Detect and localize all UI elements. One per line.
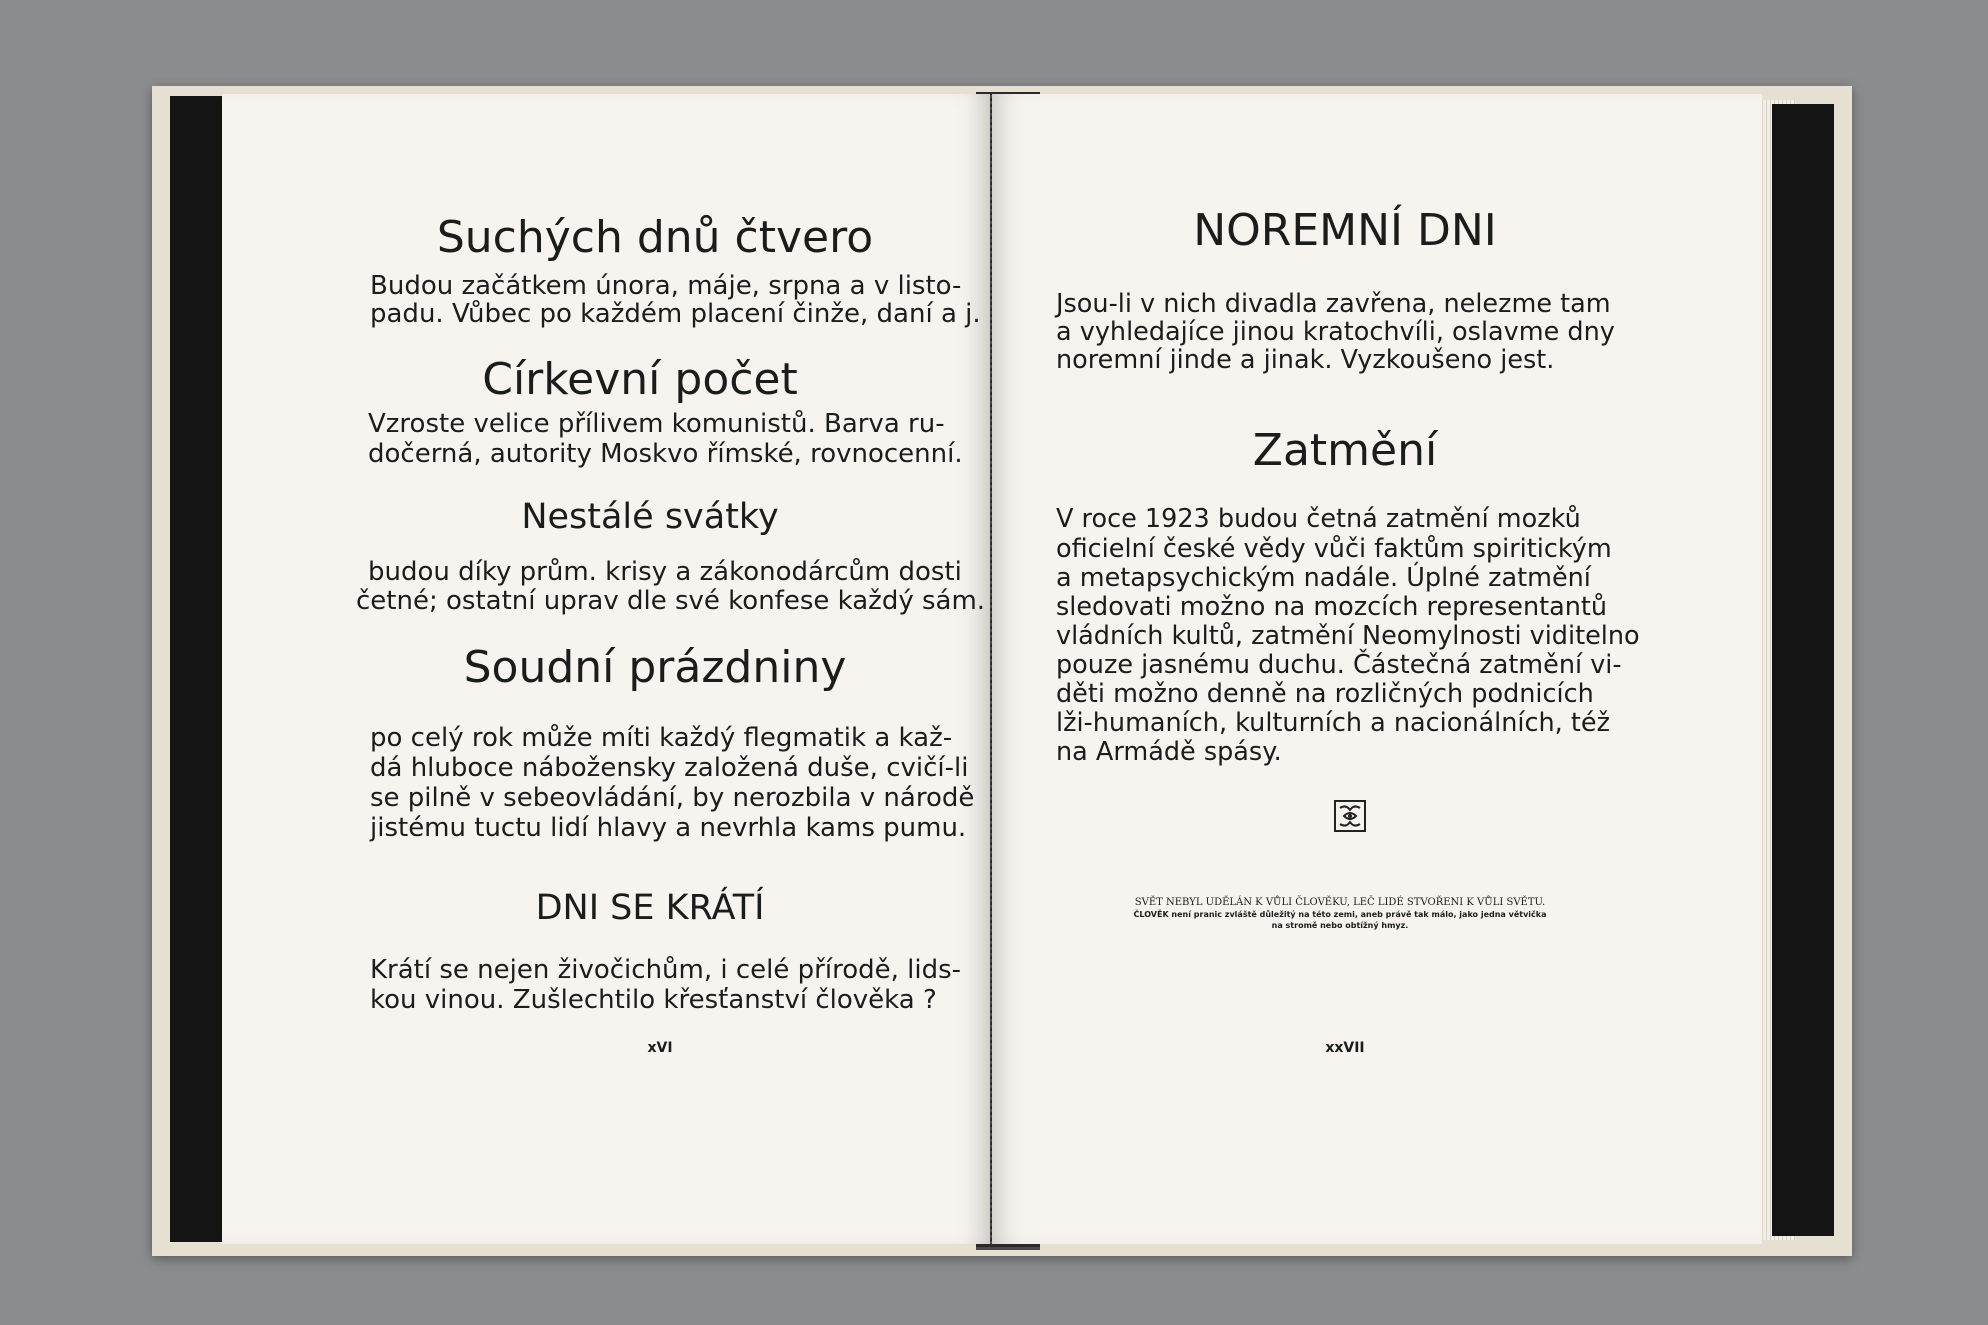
right-heading-2: Zatmění (1252, 425, 1438, 476)
left-para-4-line-2: dá hluboce nábožensky založená duše, cvičí-li (370, 753, 969, 783)
right-para-2-line-3: a metapsychickým nadále. Úplné zatmění (1056, 563, 1591, 593)
right-para-1-line-2: a vyhledajíce jinou kratochvíli, oslavme dny (1056, 317, 1615, 347)
book-edge-left (170, 96, 228, 1242)
floral-ornament-icon (1334, 800, 1366, 832)
left-para-5-line-2: kou vinou. Zušlechtilo křesťanství člověka ? (370, 985, 937, 1015)
left-para-1-line-2: padu. Vůbec po každém placení činže, daní a j. (370, 299, 981, 329)
left-para-4-line-3: se pilně v sebeovládání, by nerozbila v národě (370, 783, 975, 813)
right-para-2-line-2: oficielní české vědy vůči faktům spiritickým (1056, 534, 1612, 564)
right-para-2-line-7: děti možno denně na rozličných podnicích (1056, 679, 1594, 709)
motto-line-1: SVĚT NEBYL UDĚLÁN K VŮLI ČLOVĚKU, LEČ LIDÉ STVOŘENI K VŮLI SVĚTU. (1134, 897, 1546, 908)
left-heading-3: Nestálé svátky (521, 497, 779, 537)
motto-line-3: na stromě nebo obtížný hmyz. (1271, 921, 1409, 930)
right-page-number: xxVII (1325, 1040, 1365, 1056)
left-para-2-line-2: dočerná, autority Moskvo římské, rovnocenní. (368, 439, 963, 469)
left-para-4-line-4: jistému tuctu lidí hlavy a nevrhla kams pumu. (370, 813, 967, 843)
left-heading-5: DNI SE KRÁTÍ (535, 888, 765, 928)
right-heading-1: NOREMNÍ DNI (1193, 205, 1497, 256)
left-heading-2: Církevní počet (482, 354, 798, 405)
left-para-3-line-1: budou díky prům. krisy a zákonodárcům dosti (368, 557, 962, 587)
left-heading-4: Soudní prázdniny (463, 642, 847, 693)
right-para-2-line-9: na Armádě spásy. (1056, 737, 1282, 767)
right-para-2-line-8: lži-humaních, kulturních a nacionálních, též (1056, 708, 1610, 738)
book-edge-right (1772, 104, 1834, 1236)
right-para-2-line-1: V roce 1923 budou četná zatmění mozků (1056, 504, 1581, 534)
left-para-1-line-1: Budou začátkem února, máje, srpna a v listo- (370, 271, 962, 301)
left-heading-1: Suchých dnů čtvero (436, 212, 874, 263)
right-para-1-line-3: noremní jinde a jinak. Vyzkoušeno jest. (1056, 345, 1555, 375)
right-para-2-line-4: sledovati možno na mozcích representantů (1056, 592, 1608, 622)
left-para-2-line-1: Vzroste velice přílivem komunistů. Barva ru- (368, 409, 945, 439)
right-para-2-line-6: pouze jasnému duchu. Částečná zatmění vi- (1056, 650, 1622, 680)
left-para-3-line-2: četné; ostatní uprav dle své konfese každý sám. (356, 586, 986, 616)
right-para-2-line-5: vládních kultů, zatmění Neomylnosti viditelno (1056, 621, 1640, 651)
left-para-5-line-1: Krátí se nejen živočichům, i celé přírodě, lids- (370, 955, 962, 985)
left-para-4-line-1: po celý rok může míti každý flegmatik a kaž- (370, 723, 953, 753)
right-para-1-line-1: Jsou-li v nich divadla zavřena, nelezme tam (1056, 289, 1611, 319)
left-page-number: xVI (647, 1040, 673, 1056)
motto-line-2: ČLOVĚK není pranic zvláště důležitý na této zemi, aneb právě tak málo, jako jedna větvička (1133, 910, 1547, 919)
